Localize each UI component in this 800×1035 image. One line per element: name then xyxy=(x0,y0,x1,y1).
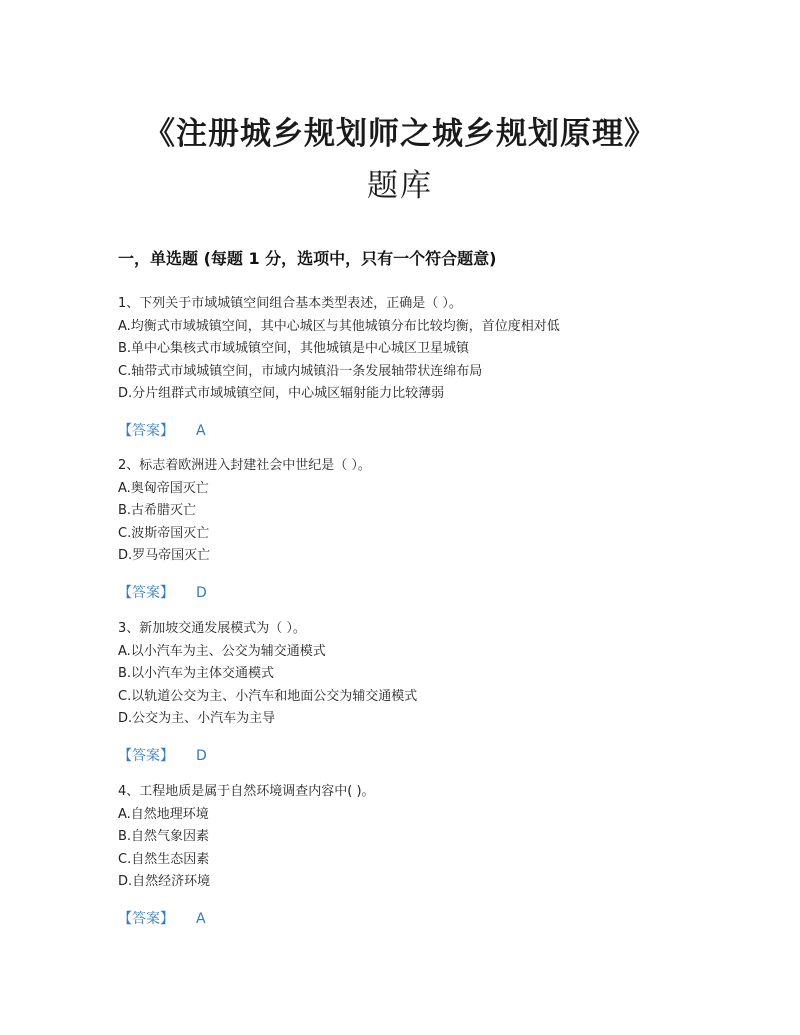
option-d: D.公交为主、小汽车为主导 xyxy=(118,711,276,726)
answer-label: 【答案】 xyxy=(118,910,174,927)
answer-label: 【答案】 xyxy=(118,747,174,764)
option-d: D.分片组群式市域城镇空间，中心城区辐射能力比较薄弱 xyxy=(118,386,445,401)
option-a: A.奥匈帝国灭亡 xyxy=(118,480,209,496)
question-1 xyxy=(118,293,718,442)
option-a: A.均衡式市域城镇空间，其中心城区与其他城镇分布比较均衡，首位度相对低 xyxy=(118,318,560,334)
question-4 xyxy=(118,781,718,930)
question-stem: 4、工程地质是属于自然环境调查内容中( )。 xyxy=(118,784,375,799)
question-stem: 3、新加坡交通发展模式为（ ）。 xyxy=(118,621,306,636)
option-d: D.自然经济环境 xyxy=(118,874,211,889)
answer-value: A xyxy=(196,910,206,927)
option-a: A.自然地理环境 xyxy=(118,806,209,822)
option-b: B.以小汽车为主体交通模式 xyxy=(118,666,275,681)
document-title: 《注册城乡规划师之城乡规划原理》 xyxy=(144,116,656,152)
question-2 xyxy=(118,455,718,604)
answer-label: 【答案】 xyxy=(118,422,174,439)
answer-row xyxy=(118,582,718,604)
option-c: C.以轨道公交为主、小汽车和地面公交为辅交通模式 xyxy=(118,688,418,704)
option-b: B.自然气象因素 xyxy=(118,829,210,844)
question-stem: 1、下列关于市域城镇空间组合基本类型表述，正确是（ ）。 xyxy=(118,296,462,311)
answer-row xyxy=(118,908,718,930)
answer-row xyxy=(118,745,718,767)
option-a: A.以小汽车为主、公交为辅交通模式 xyxy=(118,643,326,659)
section-heading: 一，单选题 (每题 1 分，选项中，只有一个符合题意) xyxy=(118,249,497,268)
answer-value: D xyxy=(196,584,207,601)
question-stem: 2、标志着欧洲进入封建社会中世纪是（ ）。 xyxy=(118,458,371,473)
option-b: B.单中心集核式市域城镇空间，其他城镇是中心城区卫星城镇 xyxy=(118,341,470,356)
answer-value: D xyxy=(196,747,207,764)
answer-label: 【答案】 xyxy=(118,584,174,601)
document-subtitle: 题库 xyxy=(367,168,433,204)
option-c: C.自然生态因素 xyxy=(118,851,210,867)
answer-row xyxy=(118,420,718,442)
option-c: C.轴带式市域城镇空间，市域内城镇沿一条发展轴带状连绵布局 xyxy=(118,363,483,379)
question-3 xyxy=(118,618,718,767)
option-c: C.波斯帝国灭亡 xyxy=(118,525,210,541)
answer-value: A xyxy=(196,422,206,439)
option-d: D.罗马帝国灭亡 xyxy=(118,548,211,563)
option-b: B.古希腊灭亡 xyxy=(118,503,197,518)
